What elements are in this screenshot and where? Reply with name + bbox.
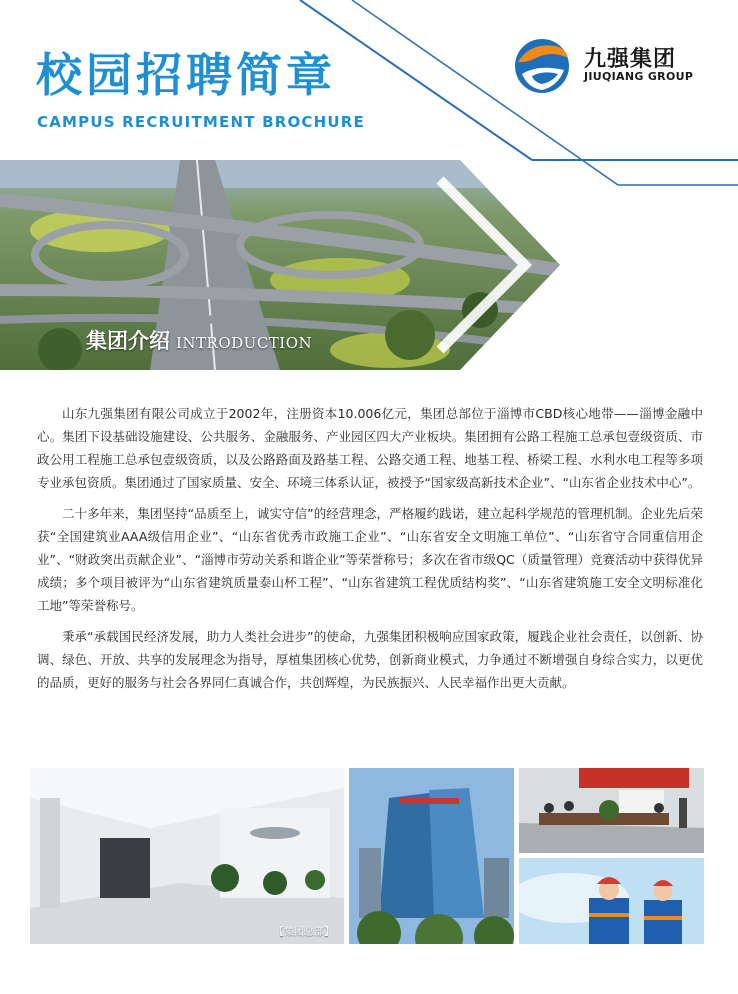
intro-paragraph: 山东九强集团有限公司成立于2002年，注册资本10.006亿元，集团总部位于淄博市CBD核心地带——淄博金融中心。集团下设基础设施建设、公共服务、金融服务、产业园区四大产业板块。集团拥有公路工程施工总承包壹级资质、市政公用工程施工总承包壹级资质，以及公路路面及路基工程、公路交通工程、地基工程、桥梁工程、水利水电工程等多项专业承包资质。集团通过了国家质量、安全、环境三体系认证，被授予“国家级高新技术企业”、“山东省企业技术中心”。 bbox=[37, 406, 703, 490]
meeting-room-photo bbox=[519, 768, 704, 853]
company-introduction-text bbox=[37, 402, 703, 702]
headquarters-lobby-photo bbox=[30, 768, 344, 944]
brochure-subtitle: CAMPUS RECRUITMENT BROCHURE bbox=[37, 113, 365, 131]
engineers-hardhat-photo bbox=[519, 858, 704, 944]
brochure-title: 校园招聘简章 bbox=[36, 48, 336, 102]
office-tower-photo bbox=[349, 768, 514, 944]
photo-caption: 【集团总部】 bbox=[274, 927, 334, 938]
section-heading-en: INTRODUCTION bbox=[176, 334, 313, 352]
intro-paragraph: 秉承“承载国民经济发展，助力人类社会进步”的使命，九强集团积极响应国家政策，履践企业社会责任，以创新、协调、绿色、开放、共享的发展理念为指导，厚植集团核心优势，创新商业模式，力争通过不断增强自身综合实力，以更优的品质，更好的服务与社会各界同仁真诚合作，共创辉煌，为民族振兴、人民幸福作出更大贡献。 bbox=[37, 629, 703, 690]
company-logo bbox=[512, 36, 712, 96]
logo-name-cn: 九强集团 bbox=[584, 47, 677, 72]
section-heading-cn: 集团介绍 bbox=[86, 329, 170, 353]
jiuqiang-logo-icon bbox=[512, 36, 572, 96]
section-heading-introduction bbox=[86, 325, 312, 355]
intro-paragraph: 二十多年来，集团坚持“品质至上，诚实守信”的经营理念，严格履约践诺，建立起科学规范的管理机制。企业先后荣获“全国建筑业AAA级信用企业”、“山东省优秀市政施工企业”、“山东省安全文明施工单位”、“山东省守合同重信用企业”、“财政突出贡献企业”、“淄博市劳动关系和谐企业”等荣誉称号；多次在省市级QC（质量管理）竞赛活动中获得优异成绩；多个项目被评为“山东省建筑质量泰山杯工程”、“山东省建筑工程优质结构奖”、“山东省建筑施工安全文明标准化工地”等荣誉称号。 bbox=[37, 506, 703, 613]
logo-name-en: JIUQIANG GROUP bbox=[584, 70, 694, 83]
